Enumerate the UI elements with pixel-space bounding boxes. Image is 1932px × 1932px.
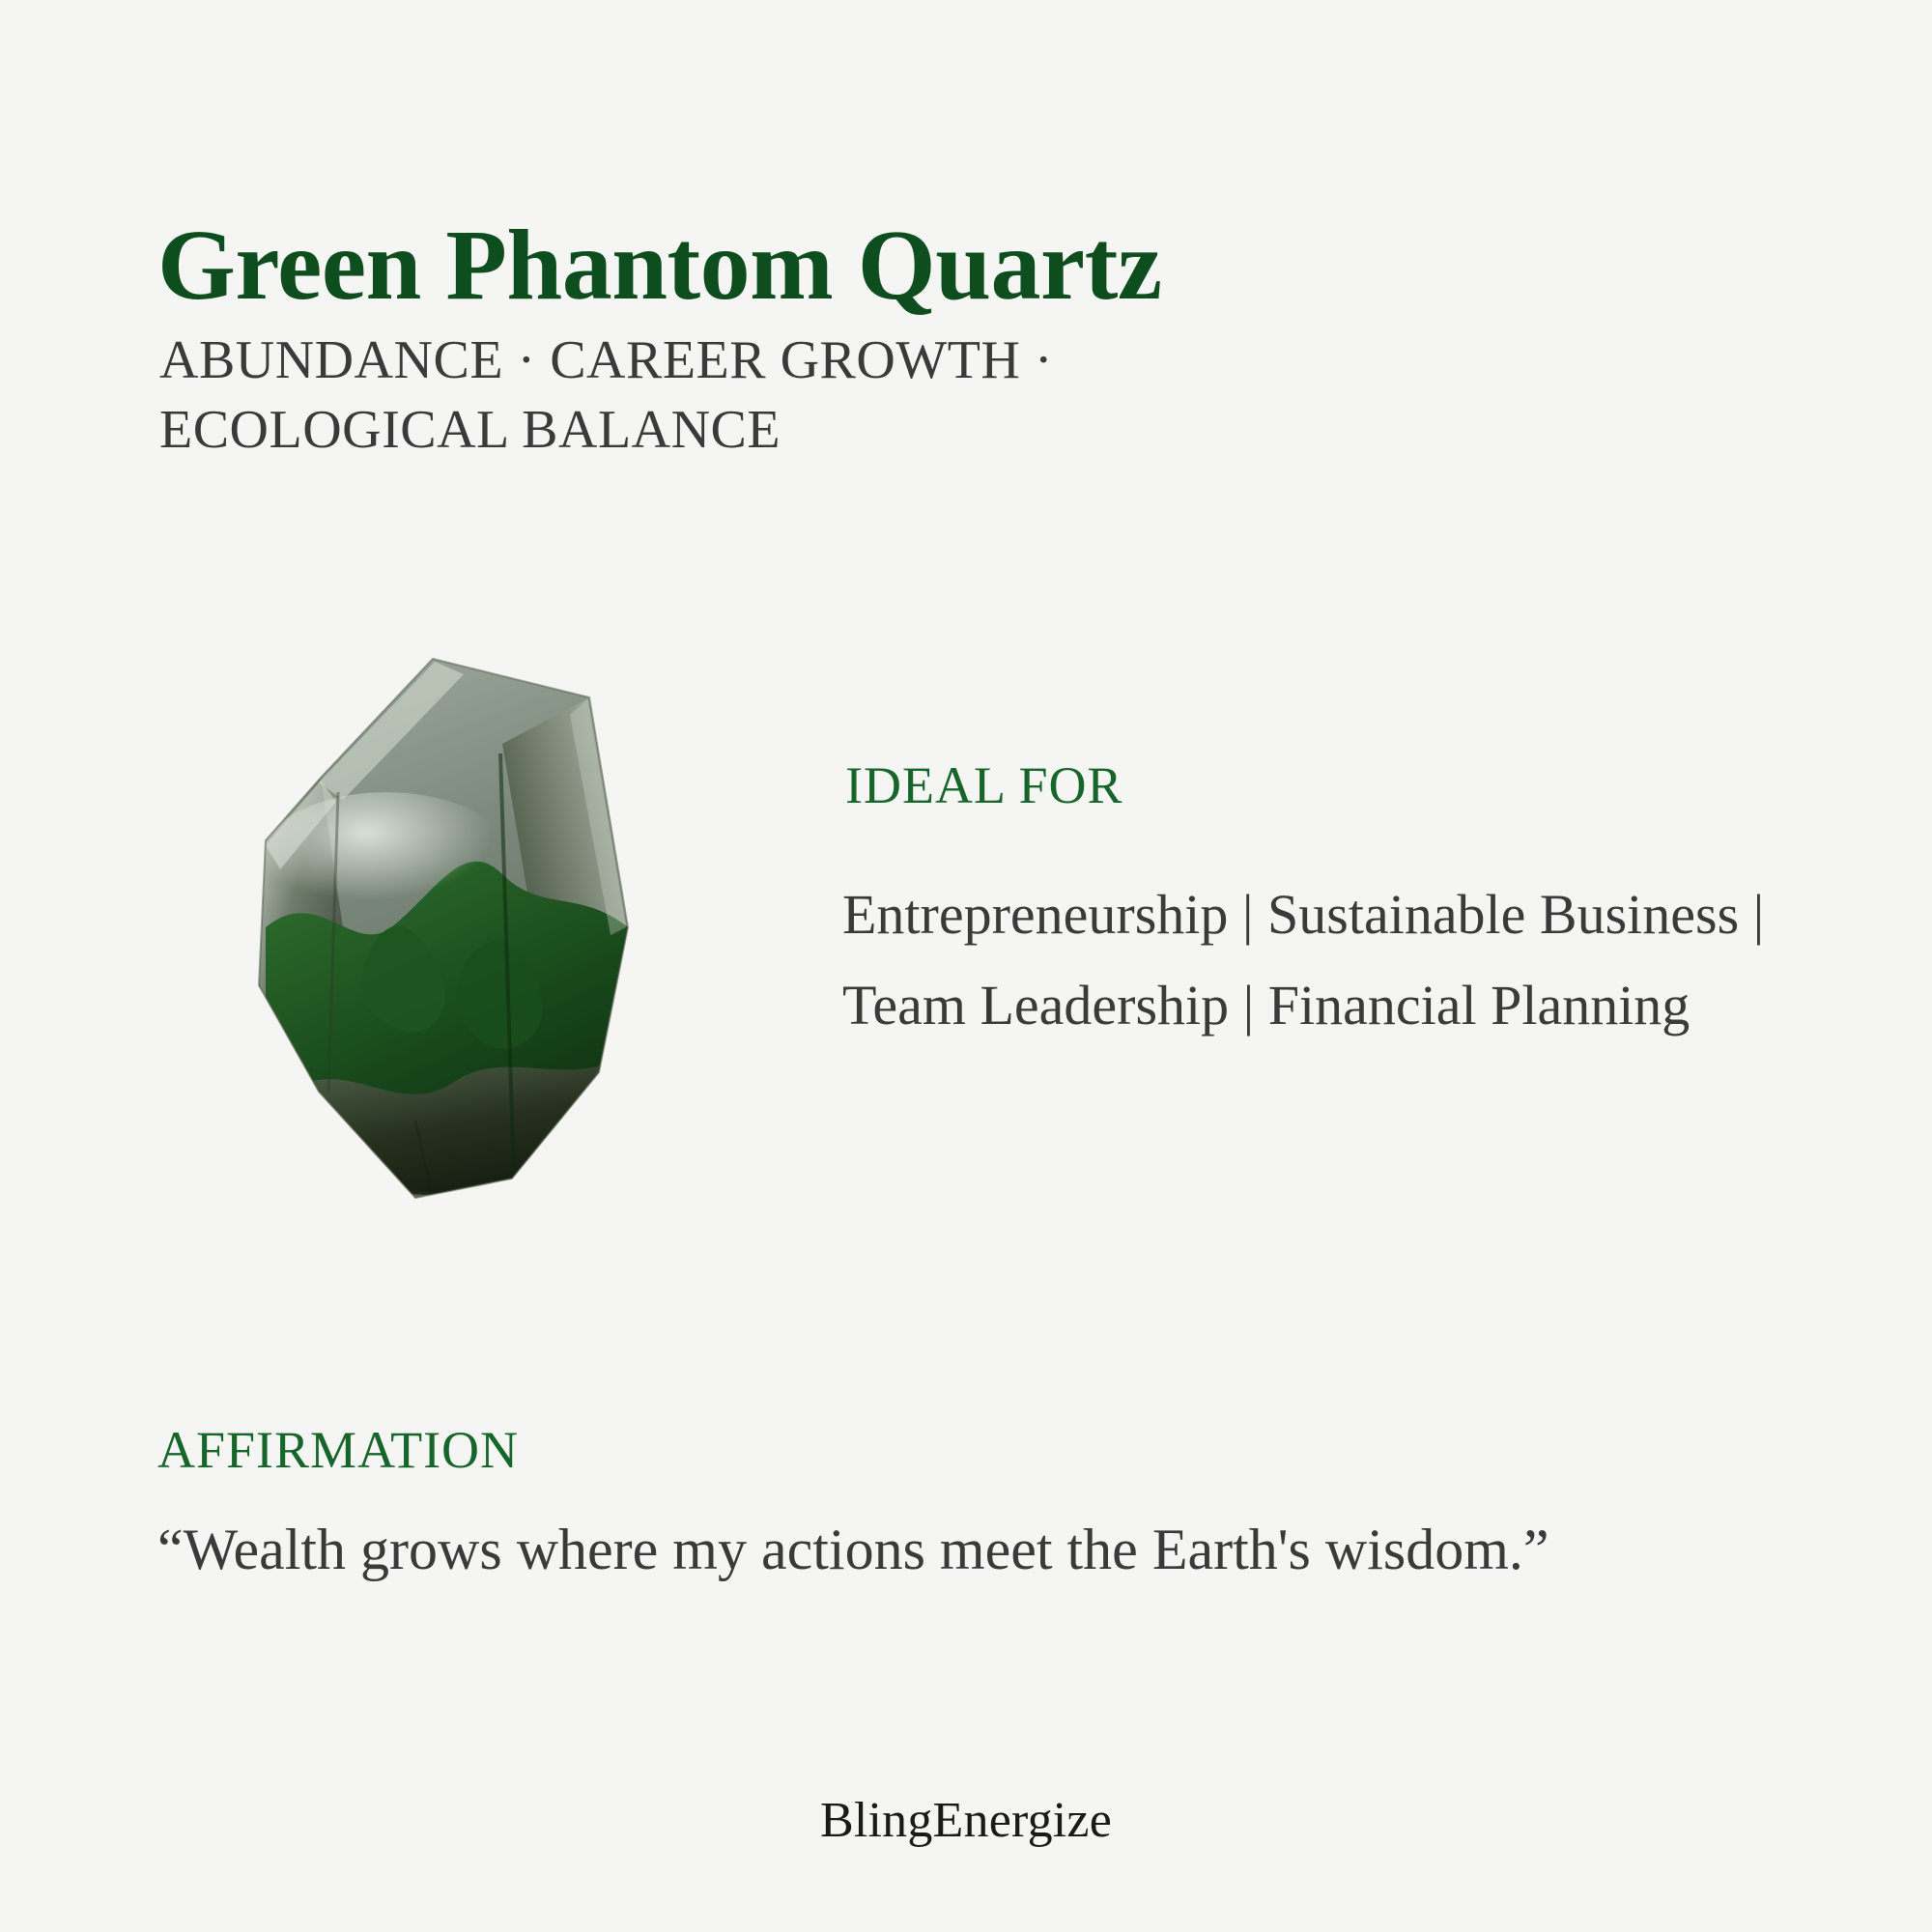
- green-phantom-quartz-illustration: [174, 638, 686, 1294]
- ideal-for-label: IDEAL FOR: [845, 756, 1123, 814]
- crystal-image: [174, 638, 686, 1294]
- affirmation-label: AFFIRMATION: [157, 1421, 520, 1479]
- page-title: Green Phantom Quartz: [157, 209, 1162, 321]
- brand-wordmark: BlingEnergize: [819, 1793, 1112, 1848]
- ideal-for-text: Entrepreneurship | Sustainable Business | Team Leadership | Financial Planning: [842, 883, 1765, 1037]
- affirmation-text: “Wealth grows where my actions meet the Earth's wisdom.”: [157, 1518, 1549, 1581]
- page-subtitle: ABUNDANCE · CAREER GROWTH · ECOLOGICAL BALANCE: [159, 330, 1054, 460]
